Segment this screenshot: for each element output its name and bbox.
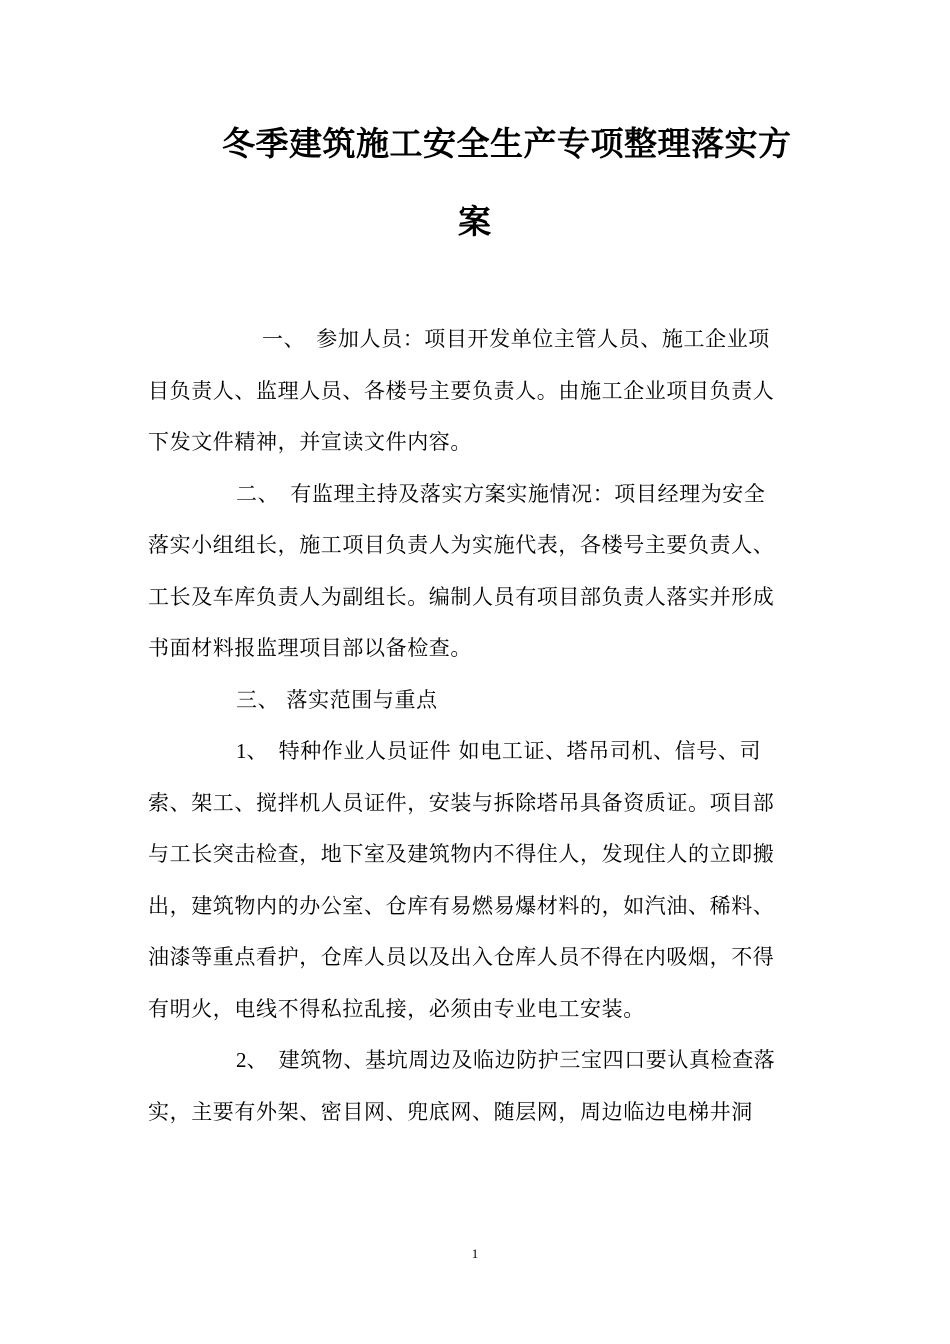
- item-1-line-1: [236, 736, 761, 766]
- section-2-line-3: 工长及车库负责人为副组长。编制人员有项目部负责人落实并形成: [148, 585, 775, 609]
- item-2-line-2: 实，主要有外架、密目网、兜底网、随层网，周边临边电梯井洞: [148, 1100, 753, 1124]
- document-title: 冬季建筑施工安全生产专项整理落实方: [222, 124, 792, 163]
- item-1-line-3: 与工长突击检查，地下室及建筑物内不得住人，发现住人的立即搬: [148, 842, 775, 866]
- item-1-text: 特种作业人员证件 如电工证、塔吊司机、信号、司: [257, 739, 762, 763]
- section-1-line-1: 一、 参加人员：项目开发单位主管人员、施工企业项: [262, 327, 770, 351]
- section-2-line-4: 书面材料报监理项目部以备检查。: [148, 636, 472, 660]
- item-1-line-2: 索、架工、搅拌机人员证件，安装与拆除塔吊具备资质证。项目部: [148, 791, 775, 815]
- section-1-line-3: 下发文件精神，并宣读文件内容。: [148, 430, 472, 454]
- section-2-line-2: 落实小组组长，施工项目负责人为实施代表，各楼号主要负责人、: [148, 533, 775, 557]
- item-1-line-6: 有明火，电线不得私拉乱接，必须由专业电工安装。: [148, 997, 645, 1021]
- item-1-number: 1、: [236, 739, 257, 763]
- item-1-line-5: 油漆等重点看护，仓库人员以及出入仓库人员不得在内吸烟，不得: [148, 945, 775, 969]
- document-title-continued: 案: [458, 202, 491, 241]
- page-number: 1: [471, 1246, 479, 1261]
- item-2-line-1: [236, 1045, 775, 1075]
- section-2-line-1: 二、 有监理主持及落实方案实施情况：项目经理为安全: [236, 482, 766, 506]
- item-2-text: 建筑物、基坑周边及临边防护三宝四口要认真检查落: [257, 1048, 776, 1072]
- item-1-line-4: 出，建筑物内的办公室、仓库有易燃易爆材料的，如汽油、稀料、: [148, 894, 775, 918]
- section-3-heading: 三、 落实范围与重点: [236, 688, 438, 712]
- section-1-line-2: 目负责人、监理人员、各楼号主要负责人。由施工企业项目负责人: [148, 379, 775, 403]
- item-2-number: 2、: [236, 1048, 257, 1072]
